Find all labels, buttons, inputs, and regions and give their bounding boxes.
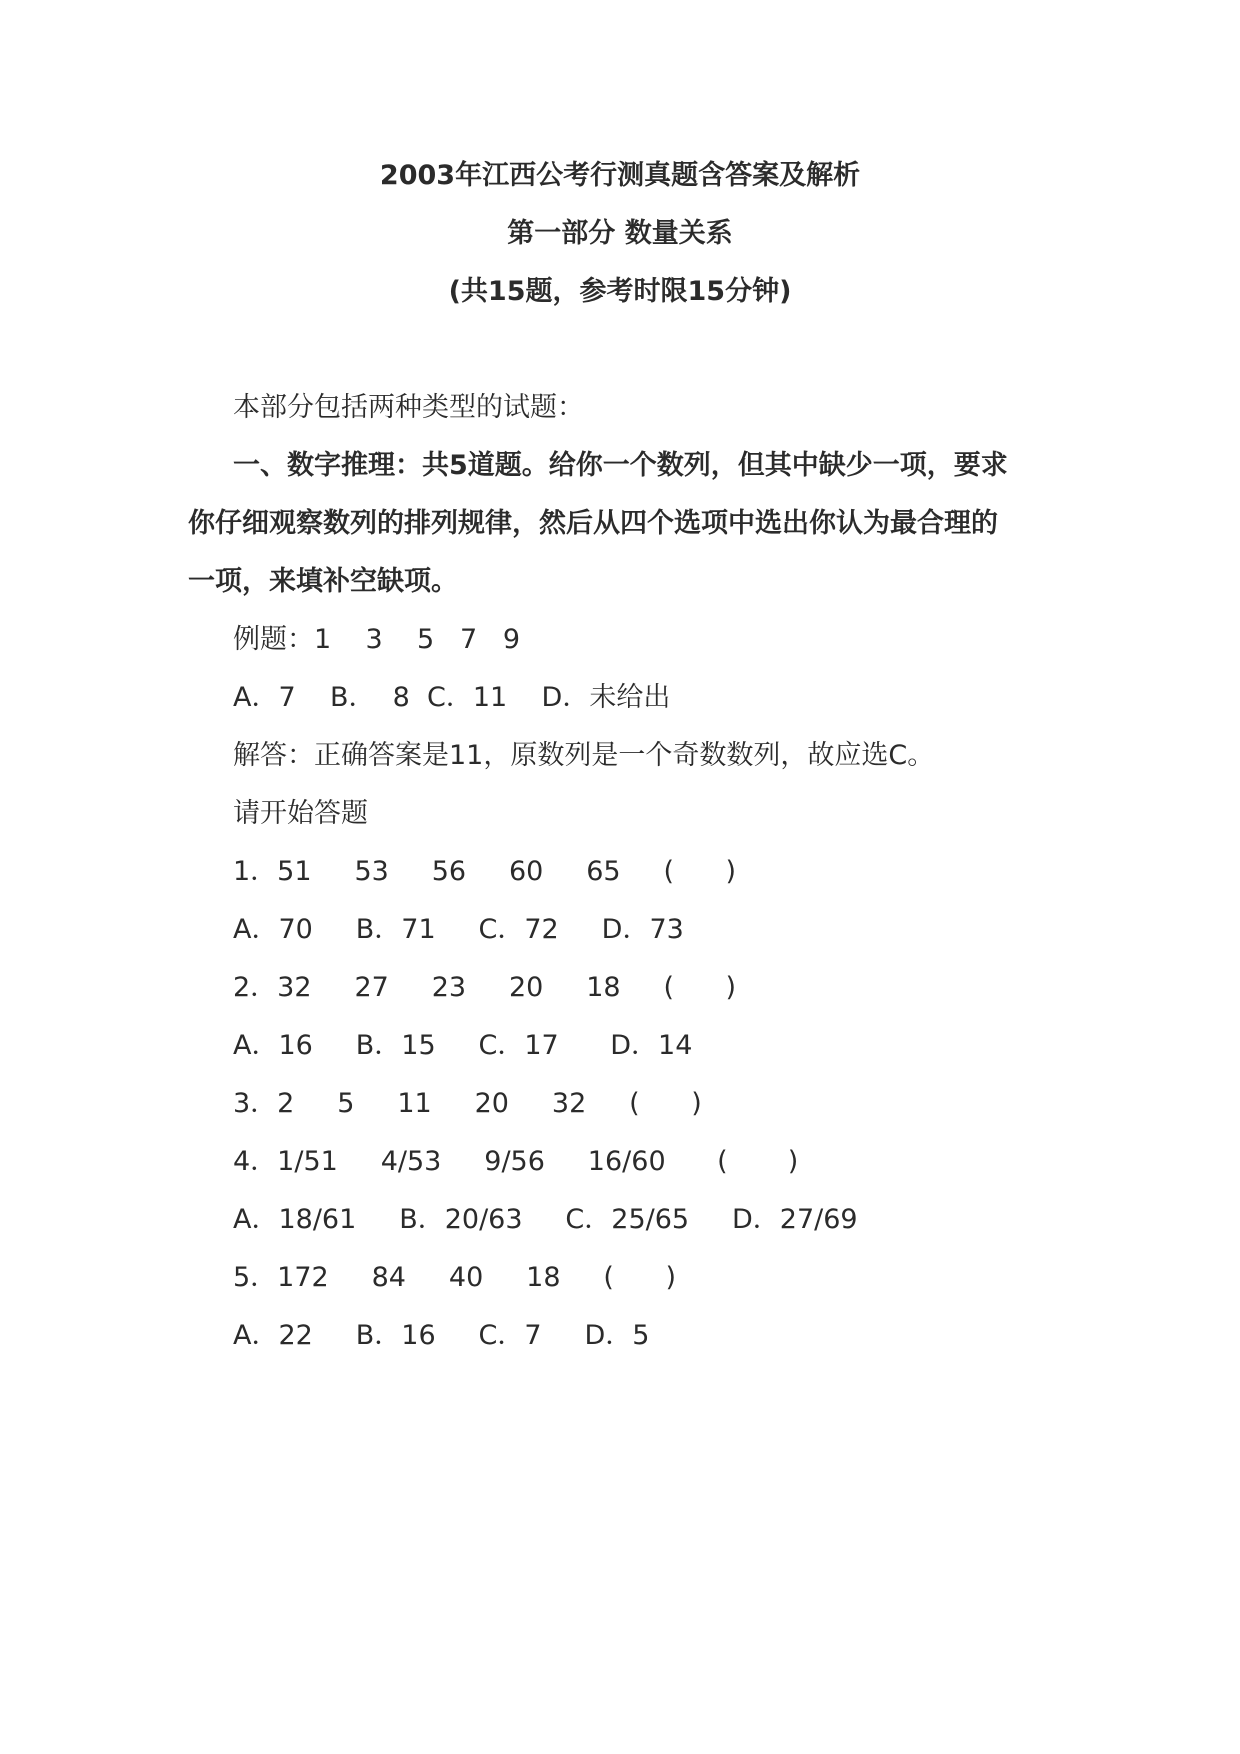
question-2: 2．32 27 23 20 18 ( ) xyxy=(233,972,737,1003)
example-question: 例题：1 3 5 7 9 xyxy=(233,624,521,655)
question-1: 1．51 53 56 60 65 ( ) xyxy=(233,856,737,887)
question-4-options: A．18/61 B．20/63 C．25/65 D．27/69 xyxy=(233,1204,858,1235)
example-answer: 解答：正确答案是11，原数列是一个奇数数列，故应选C。 xyxy=(233,740,935,771)
question-5: 5．172 84 40 18 ( ) xyxy=(233,1262,676,1293)
question-5-options: A．22 B．16 C．7 D．5 xyxy=(233,1320,650,1351)
start-instruction: 请开始答题 xyxy=(233,798,368,829)
example-options: A．7 B． 8 C．11 D．未给出 xyxy=(233,682,671,713)
part-note: (共15题，参考时限15分钟) xyxy=(448,276,792,307)
question-4: 4．1/51 4/53 9/56 16/60 ( ) xyxy=(233,1146,799,1177)
part-heading: 第一部分 数量关系 xyxy=(507,218,733,249)
intro-text: 本部分包括两种类型的试题： xyxy=(233,392,584,423)
question-2-options: A．16 B．15 C．17 D．14 xyxy=(233,1030,693,1061)
section-description-line-1: 一、数字推理：共5道题。给你一个数列，但其中缺少一项，要求 xyxy=(233,450,1008,481)
document-title: 2003年江西公考行测真题含答案及解析 xyxy=(379,160,861,191)
section-description-line-2: 你仔细观察数列的排列规律，然后从四个选项中选出你认为最合理的 xyxy=(188,508,998,539)
question-1-options: A．70 B．71 C．72 D．73 xyxy=(233,914,684,945)
question-3: 3．2 5 11 20 32 ( ) xyxy=(233,1088,702,1119)
section-description-line-3: 一项，来填补空缺项。 xyxy=(188,566,458,597)
